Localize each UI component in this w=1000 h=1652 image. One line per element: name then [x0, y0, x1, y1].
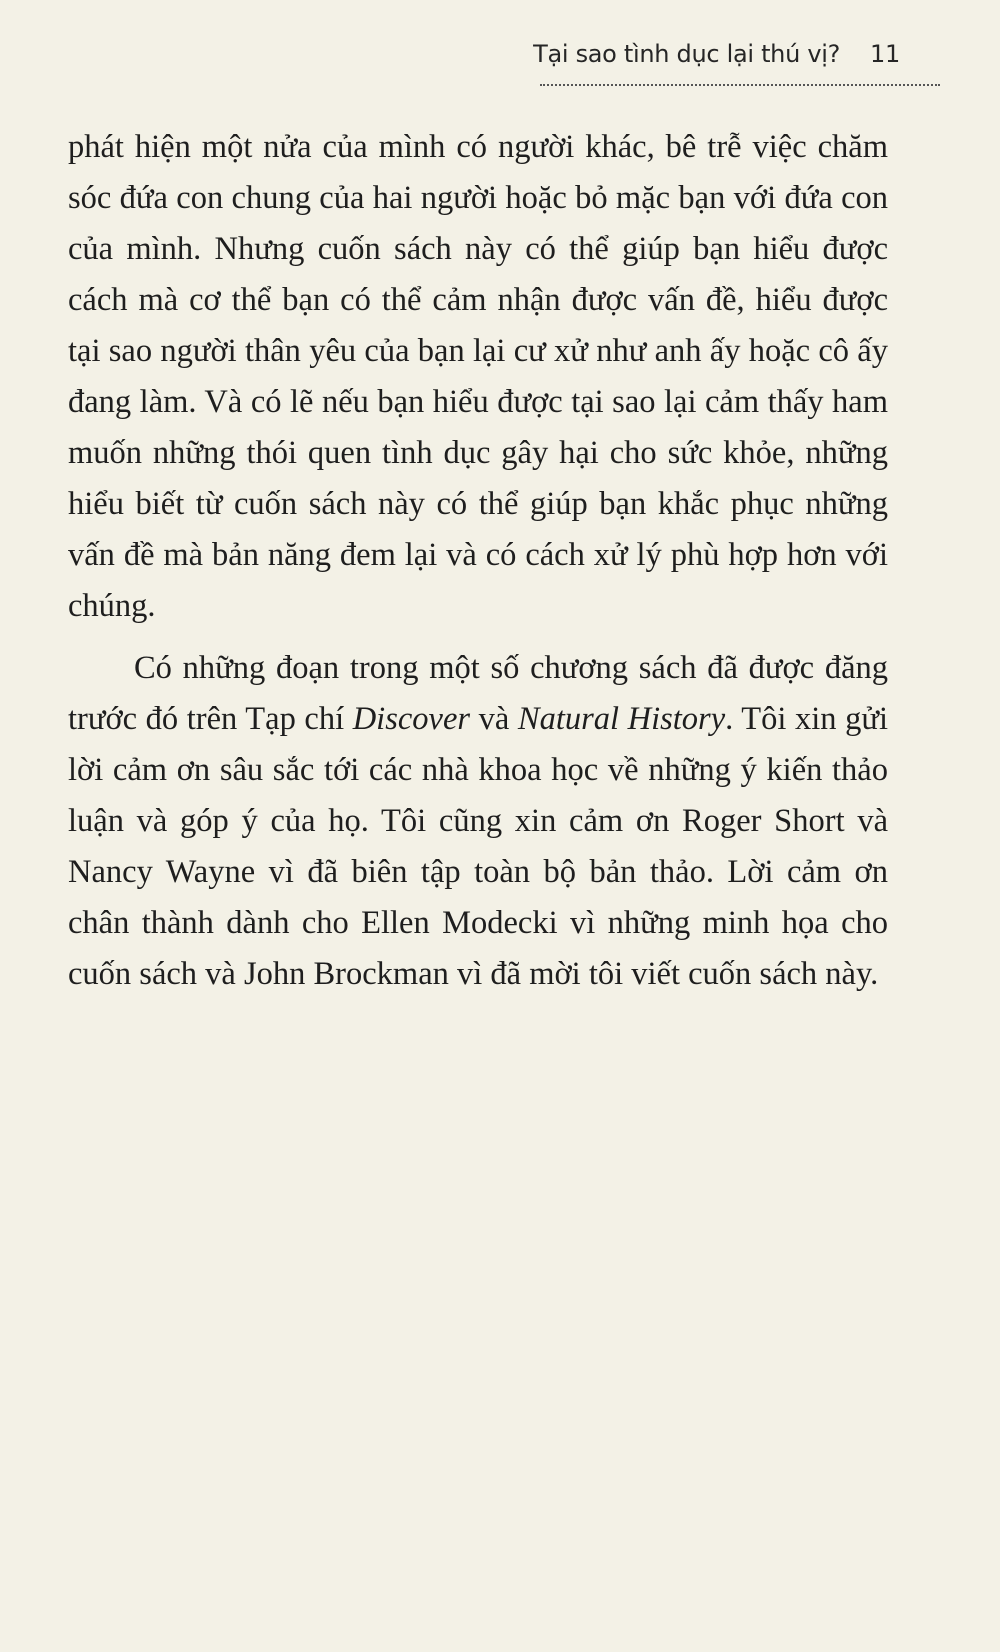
running-header [533, 40, 900, 68]
paragraph-2-text-3: . Tôi xin gửi lời cảm ơn sâu sắc tới các nhà khoa học về những ý kiến thảo luận và góp ý của họ. Tôi cũng xin cảm ơn Roger Short và Nancy Wayne vì đã biên tập toàn bộ bản thảo. Lời cảm ơn chân thành dành cho Ellen Modecki vì những minh họa cho cuốn sách và John Brockman vì đã mời tôi viết cuốn sách này. [68, 701, 888, 992]
body-text [68, 122, 888, 1000]
magazine-title-natural-history: Natural History [517, 701, 726, 737]
paragraph-2 [68, 643, 888, 1000]
page-number: 11 [870, 40, 900, 68]
magazine-title-discover: Discover [352, 701, 471, 737]
header-dotted-rule [540, 84, 940, 86]
chapter-title: Tại sao tình dục lại thú vị? [533, 40, 841, 68]
paragraph-2-text-2: và [470, 701, 518, 737]
paragraph-1: phát hiện một nửa của mình có người khác, bê trễ việc chăm sóc đứa con chung của hai người hoặc bỏ mặc bạn với đứa con của mình. Nhưng cuốn sách này có thể giúp bạn hiểu được cách mà cơ thể bạn có thể cảm nhận được vấn đề, hiểu được tại sao người thân yêu của bạn lại cư xử như anh ấy hoặc cô ấy đang làm. Và có lẽ nếu bạn hiểu được tại sao lại cảm thấy ham muốn những thói quen tình dục gây hại cho sức khỏe, những hiểu biết từ cuốn sách này có thể giúp bạn khắc phục những vấn đề mà bản năng đem lại và có cách xử lý phù hợp hơn với chúng. [68, 129, 888, 624]
paragraph-2-text-1: Có những đoạn trong một số chương sách đã được đăng trước đó trên Tạp chí [68, 650, 888, 737]
